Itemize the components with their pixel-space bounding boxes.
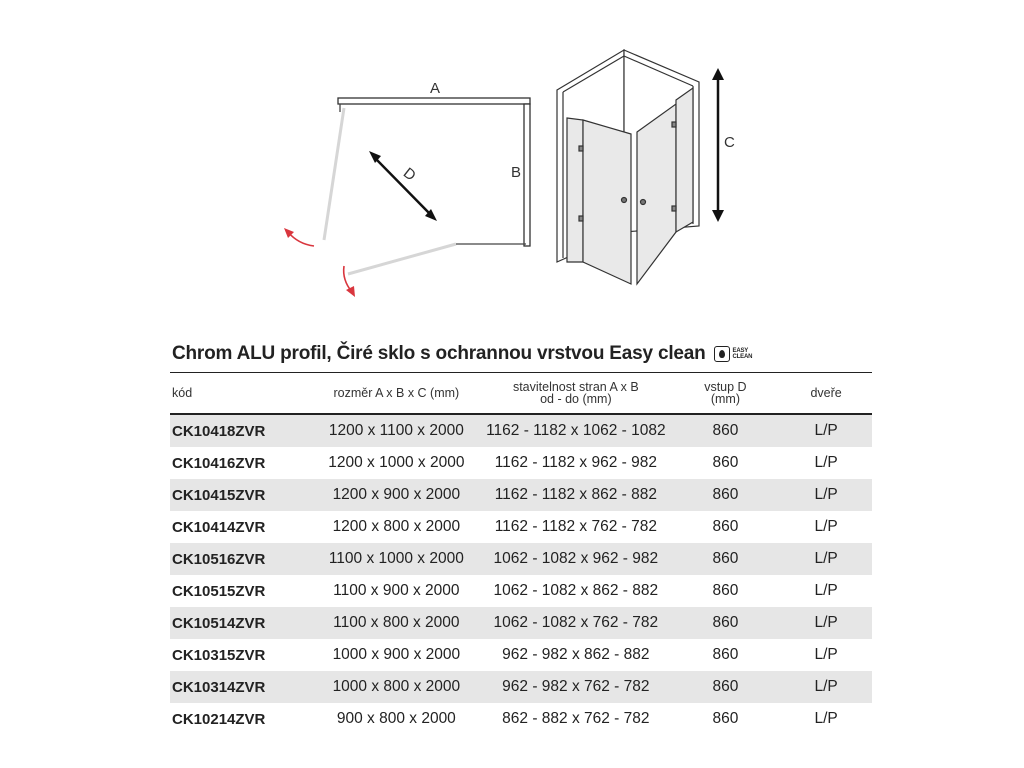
cell-size: 1200 x 1000 x 2000 [328,454,465,471]
door-leaf-bottom [348,244,456,274]
cell-door: L/P [814,486,838,503]
header-door: dveře [810,386,842,400]
cell-door: L/P [814,614,838,631]
dimension-d-label: D [399,164,419,185]
table-row [170,447,872,479]
cell-entry: 860 [712,550,739,567]
cell-size: 1100 x 1000 x 2000 [328,550,464,567]
glass-panel-right [676,88,693,232]
cell-size: 1200 x 1100 x 2000 [328,422,464,439]
table-header [170,373,872,413]
cell-adjust: 1162 - 1182 x 962 - 982 [494,454,657,471]
cell-adjust: 962 - 982 x 862 - 882 [502,646,650,663]
cell-adjust: 862 - 882 x 762 - 782 [502,710,650,727]
cell-adjust: 962 - 982 x 762 - 782 [502,678,650,695]
cell-entry: 860 [712,486,739,503]
cell-size: 900 x 800 x 2000 [336,710,456,727]
cell-entry: 860 [712,614,739,631]
cell-door: L/P [814,454,838,471]
wall-b [524,104,530,246]
table-row [170,511,872,543]
swing-arrowhead-bottom [346,286,355,297]
cell-code: CK10314ZVR [172,678,266,696]
shower-diagram [0,0,1024,320]
cell-size: 1200 x 900 x 2000 [332,486,461,503]
dimension-c-arrow [712,68,724,222]
cell-code: CK10416ZVR [172,454,266,472]
cell-adjust: 1062 - 1082 x 762 - 782 [493,614,659,631]
cell-door: L/P [814,678,838,695]
dimension-a-label: A [430,80,441,97]
cell-adjust: 1062 - 1082 x 962 - 982 [493,550,659,567]
cell-adjust: 1062 - 1082 x 862 - 882 [493,582,659,599]
cell-code: CK10414ZVR [172,518,266,536]
cell-code: CK10515ZVR [172,582,266,600]
cell-size: 1100 x 800 x 2000 [333,614,460,631]
floor-plan [284,98,530,297]
table-row [170,543,872,575]
cell-door: L/P [814,646,838,663]
table-row [170,479,872,511]
cell-entry: 860 [712,582,739,599]
cell-door: L/P [814,518,838,535]
table-row [170,607,872,639]
cell-size: 1100 x 900 x 2000 [333,582,460,599]
dimension-d-arrow [369,151,437,221]
easy-clean-line1: EASY [732,348,749,354]
cell-adjust: 1162 - 1182 x 1062 - 1082 [486,422,666,439]
header-entry-line2: (mm) [710,392,740,406]
cell-door: L/P [814,582,838,599]
cell-code: CK10214ZVR [172,710,266,728]
table-body [170,415,872,735]
cell-code: CK10516ZVR [172,550,266,568]
cell-code: CK10415ZVR [172,486,266,504]
cell-size: 1000 x 800 x 2000 [332,678,461,695]
header-adjust-line2: od - do (mm) [540,392,612,406]
easy-clean-line2: CLEAN [732,354,753,360]
cell-size: 1000 x 900 x 2000 [332,646,461,663]
table-row [170,703,872,735]
door-leaf-left [324,108,344,240]
spec-table [170,372,872,735]
cell-door: L/P [814,422,838,439]
header-entry [671,381,781,405]
dimension-c-label: C [724,134,735,151]
table-row [170,671,872,703]
wall-a [338,98,530,104]
header-size: rozměr A x B x C (mm) [333,386,460,400]
header-adjust [481,381,670,405]
cell-entry: 860 [712,646,739,663]
cell-code: CK10418ZVR [172,422,266,440]
header-adjust-line1: stavitelnost stran A x B [512,380,639,394]
cell-entry: 860 [712,518,739,535]
cell-entry: 860 [712,710,739,727]
perspective-view [557,50,699,284]
water-drop-icon [714,346,730,362]
cell-door: L/P [814,550,838,567]
glass-panel-left [567,118,583,262]
cell-code: CK10514ZVR [172,614,266,632]
glass-door-right [637,104,676,284]
cell-entry: 860 [712,422,739,439]
table-row [170,575,872,607]
table-row [170,639,872,671]
table-row [170,415,872,447]
cell-code: CK10315ZVR [172,646,266,664]
product-title [172,343,755,365]
cell-entry: 860 [712,678,739,695]
easy-clean-badge [714,346,755,362]
title-text: Chrom ALU profil, Čiré sklo s ochrannou vrstvou Easy clean [172,343,706,364]
cell-entry: 860 [712,454,739,471]
cell-adjust: 1162 - 1182 x 862 - 882 [494,486,657,503]
shower-drawings [0,0,1024,320]
header-code: kód [172,386,193,400]
header-entry-line1: vstup D [704,380,747,394]
cell-door: L/P [814,710,838,727]
cell-adjust: 1162 - 1182 x 762 - 782 [494,518,657,535]
dimension-b-label: B [511,164,522,181]
cell-size: 1200 x 800 x 2000 [332,518,461,535]
